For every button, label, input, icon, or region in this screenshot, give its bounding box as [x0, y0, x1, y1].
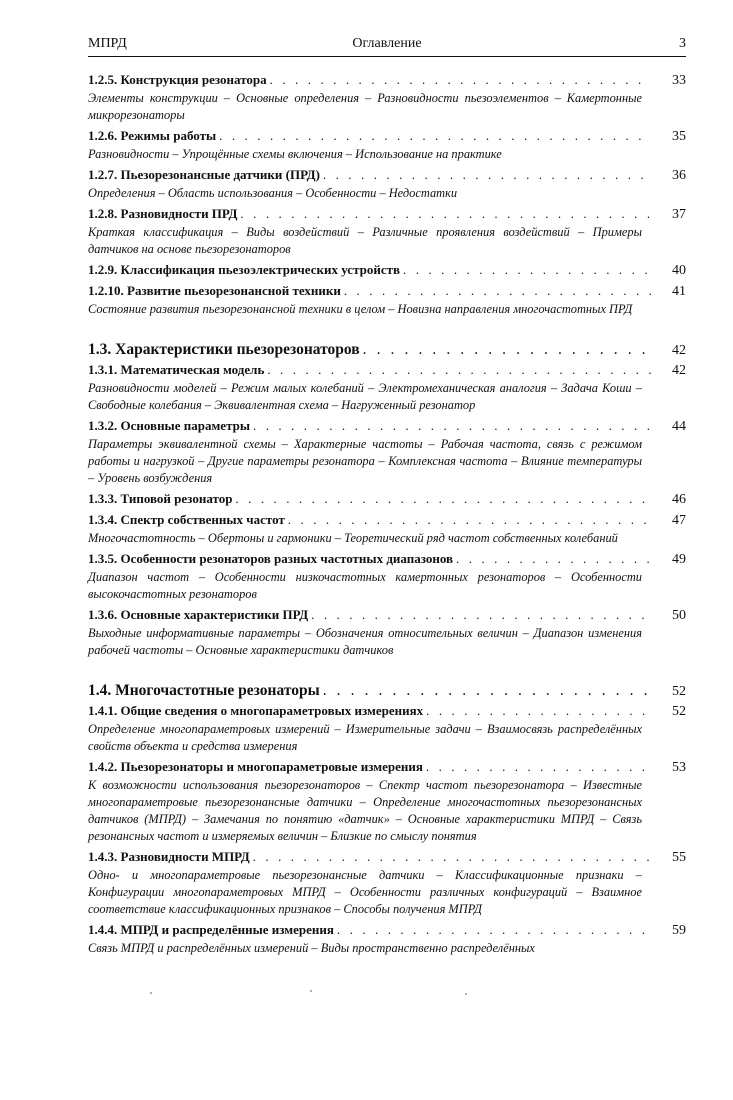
toc-entry-title[interactable]: 1.3.4. Спектр собственных частот — [88, 512, 285, 527]
toc-entry-page: 55 — [672, 850, 686, 865]
toc-entry-title[interactable]: 1.3.5. Особенности резонаторов разных частотных диапазонов — [88, 551, 454, 566]
leader-dots — [219, 127, 651, 145]
toc-entry-title[interactable]: 1.2.6. Режимы работы — [88, 128, 217, 143]
header-book-abbrev: МПРД — [88, 36, 127, 51]
toc-page — [88, 34, 686, 960]
toc-entry-1-4-3[interactable] — [88, 848, 686, 918]
toc-entry-page: 42 — [672, 363, 686, 378]
leader-dots — [235, 490, 651, 508]
toc-section-page: 42 — [672, 343, 686, 358]
toc-entry-1-4-2[interactable] — [88, 758, 686, 845]
toc-entry-description: Краткая классификация – Виды воздействий – Различные проявления воздействий – Примеры датчиков на основе пьезорезонаторов — [88, 225, 642, 256]
toc-entry-1-2-10[interactable] — [88, 282, 686, 318]
toc-entry-page: 52 — [672, 704, 686, 719]
toc-entry-title[interactable]: 1.4.3. Разновидности МПРД — [88, 849, 250, 864]
leader-dots — [403, 261, 651, 279]
scan-artifacts — [150, 990, 470, 998]
toc-entry-1-2-5[interactable] — [88, 71, 686, 124]
section-gap — [88, 321, 686, 340]
toc-entry-page: 46 — [672, 492, 686, 507]
leader-dots — [426, 702, 651, 720]
leader-dots — [240, 205, 651, 223]
toc-entry-title[interactable]: 1.2.9. Классификация пьезоэлектрических устройств — [88, 262, 401, 277]
toc-entry-description: Многочастотность – Обертоны и гармоники – Теоретический ряд частот собственных колебаний — [88, 531, 618, 545]
leader-dots — [270, 71, 651, 89]
toc-entry-1-2-7[interactable] — [88, 166, 686, 202]
scan-speck — [310, 990, 312, 992]
running-header — [88, 34, 686, 54]
toc-entry-1-2-8[interactable] — [88, 205, 686, 258]
leader-dots — [253, 848, 651, 866]
table-of-contents — [88, 71, 686, 957]
leader-dots — [344, 282, 651, 300]
toc-entry-description: Состояние развития пьезорезонансной техники в целом – Новизна направления многочастотных ПРД — [88, 302, 633, 316]
leader-dots — [323, 166, 651, 184]
toc-entry-title[interactable]: 1.2.5. Конструкция резонатора — [88, 72, 267, 87]
toc-entry-description: Одно- и многопараметровые пьезорезонансные датчики – Классификационные признаки – Конфигурации многопараметровых МПРД – Особенности различных конфигураций – Взаимное соответствие классификационных признаков – Способы получения МПРД — [88, 868, 642, 916]
leader-dots — [311, 606, 651, 624]
toc-entry-1-4-1[interactable] — [88, 702, 686, 755]
toc-entry-page: 36 — [672, 168, 686, 183]
toc-entry-description: Связь МПРД и распределённых измерений – Виды пространственно распределённых — [88, 941, 535, 955]
scan-speck — [150, 992, 152, 994]
toc-entry-page: 44 — [672, 419, 686, 434]
toc-entry-description: Диапазон частот – Особенности низкочастотных камертонных резонаторов – Особенности высокочастотных резонаторов — [88, 570, 642, 601]
leader-dots — [253, 417, 651, 435]
toc-section-page: 52 — [672, 684, 686, 699]
toc-entry-title[interactable]: 1.4.4. МПРД и распределённые измерения — [88, 922, 334, 937]
toc-entry-page: 37 — [672, 207, 686, 222]
toc-entry-1-3-1[interactable] — [88, 361, 686, 414]
leader-dots — [337, 921, 651, 939]
toc-entry-page: 40 — [672, 263, 686, 278]
toc-entry-description: Параметры эквивалентной схемы – Характерные частоты – Рабочая частота, связь с режимом работы и нагрузкой – Другие параметры резонатора – Комплексная частота – Влияние температуры – Уровень возбуждения — [88, 437, 642, 485]
leader-dots — [456, 550, 651, 568]
toc-entry-page: 49 — [672, 552, 686, 567]
toc-entry-page: 33 — [672, 73, 686, 88]
leader-dots — [323, 681, 651, 701]
leader-dots — [267, 361, 651, 379]
toc-entry-page: 41 — [672, 284, 686, 299]
toc-entry-page: 35 — [672, 129, 686, 144]
toc-entry-page: 47 — [672, 513, 686, 528]
toc-entry-page: 50 — [672, 608, 686, 623]
toc-entry-title[interactable]: 1.2.10. Развитие пьезорезонансной техники — [88, 283, 341, 298]
toc-entry-1-3-5[interactable] — [88, 550, 686, 603]
toc-entry-title[interactable]: 1.2.7. Пьезорезонансные датчики (ПРД) — [88, 167, 320, 182]
header-section-title: Оглавление — [352, 36, 422, 51]
header-page-number: 3 — [679, 36, 686, 51]
scan-speck — [465, 993, 467, 995]
leader-dots — [288, 511, 651, 529]
toc-entry-1-3-3[interactable] — [88, 490, 686, 511]
toc-entry-page: 53 — [672, 760, 686, 775]
toc-entry-description: Элементы конструкции – Основные определения – Разновидности пьезоэлементов – Камертонные микрорезонаторы — [88, 91, 642, 122]
toc-entry-1-2-9[interactable] — [88, 261, 686, 282]
leader-dots — [426, 758, 651, 776]
toc-entry-description: Выходные информативные параметры – Обозначения относительных величин – Диапазон изменения рабочей частоты – Основные характеристики датчиков — [88, 626, 642, 657]
toc-entry-page: 59 — [672, 923, 686, 938]
toc-entry-description: Определения – Область использования – Особенности – Недостатки — [88, 186, 458, 200]
toc-entry-1-2-6[interactable] — [88, 127, 686, 163]
toc-section-1-3[interactable] — [88, 340, 686, 361]
toc-entry-title[interactable]: 1.3.1. Математическая модель — [88, 362, 265, 377]
toc-entry-title[interactable]: 1.3.3. Типовой резонатор — [88, 491, 233, 506]
toc-entry-title[interactable]: 1.4.1. Общие сведения о многопараметровых измерениях — [88, 703, 424, 718]
toc-entry-title[interactable]: 1.4.2. Пьезорезонаторы и многопараметровые измерения — [88, 759, 423, 774]
toc-entry-title[interactable]: 1.2.8. Разновидности ПРД — [88, 206, 238, 221]
section-gap — [88, 662, 686, 681]
toc-entry-1-3-2[interactable] — [88, 417, 686, 487]
toc-entry-description: Разновидности моделей – Режим малых колебаний – Электромеханическая аналогия – Задача Коши – Свободные колебания – Эквивалентная схема – Нагруженный резонатор — [88, 381, 642, 412]
toc-entry-description: К возможности использования пьезорезонаторов – Спектр частот пьезорезонатора – Известные многопараметровые пьезорезонансные датчики – Определение многочастотных пьезорезонансных датчиков (МПРД) – Замечания по понятию «датчик» – Основные характеристики МПРД – Связь резонансных частот и измеряемых величин – Близкие по смыслу понятия — [88, 778, 642, 843]
leader-dots — [363, 340, 651, 360]
toc-entry-title[interactable]: 1.3.2. Основные параметры — [88, 418, 250, 433]
toc-entry-description: Определение многопараметровых измерений – Измерительные задачи – Взаимосвязь распределённых свойств объекта и средства измерения — [88, 722, 642, 753]
header-rule — [88, 56, 686, 57]
toc-section-title[interactable]: 1.4. Многочастотные резонаторы — [88, 682, 320, 699]
toc-entry-1-4-4[interactable] — [88, 921, 686, 957]
toc-section-1-4[interactable] — [88, 681, 686, 702]
toc-section-title[interactable]: 1.3. Характеристики пьезорезонаторов — [88, 341, 360, 358]
toc-entry-1-3-4[interactable] — [88, 511, 686, 547]
toc-entry-description: Разновидности – Упрощённые схемы включения – Использование на практике — [88, 147, 502, 161]
toc-entry-1-3-6[interactable] — [88, 606, 686, 659]
toc-entry-title[interactable]: 1.3.6. Основные характеристики ПРД — [88, 607, 309, 622]
